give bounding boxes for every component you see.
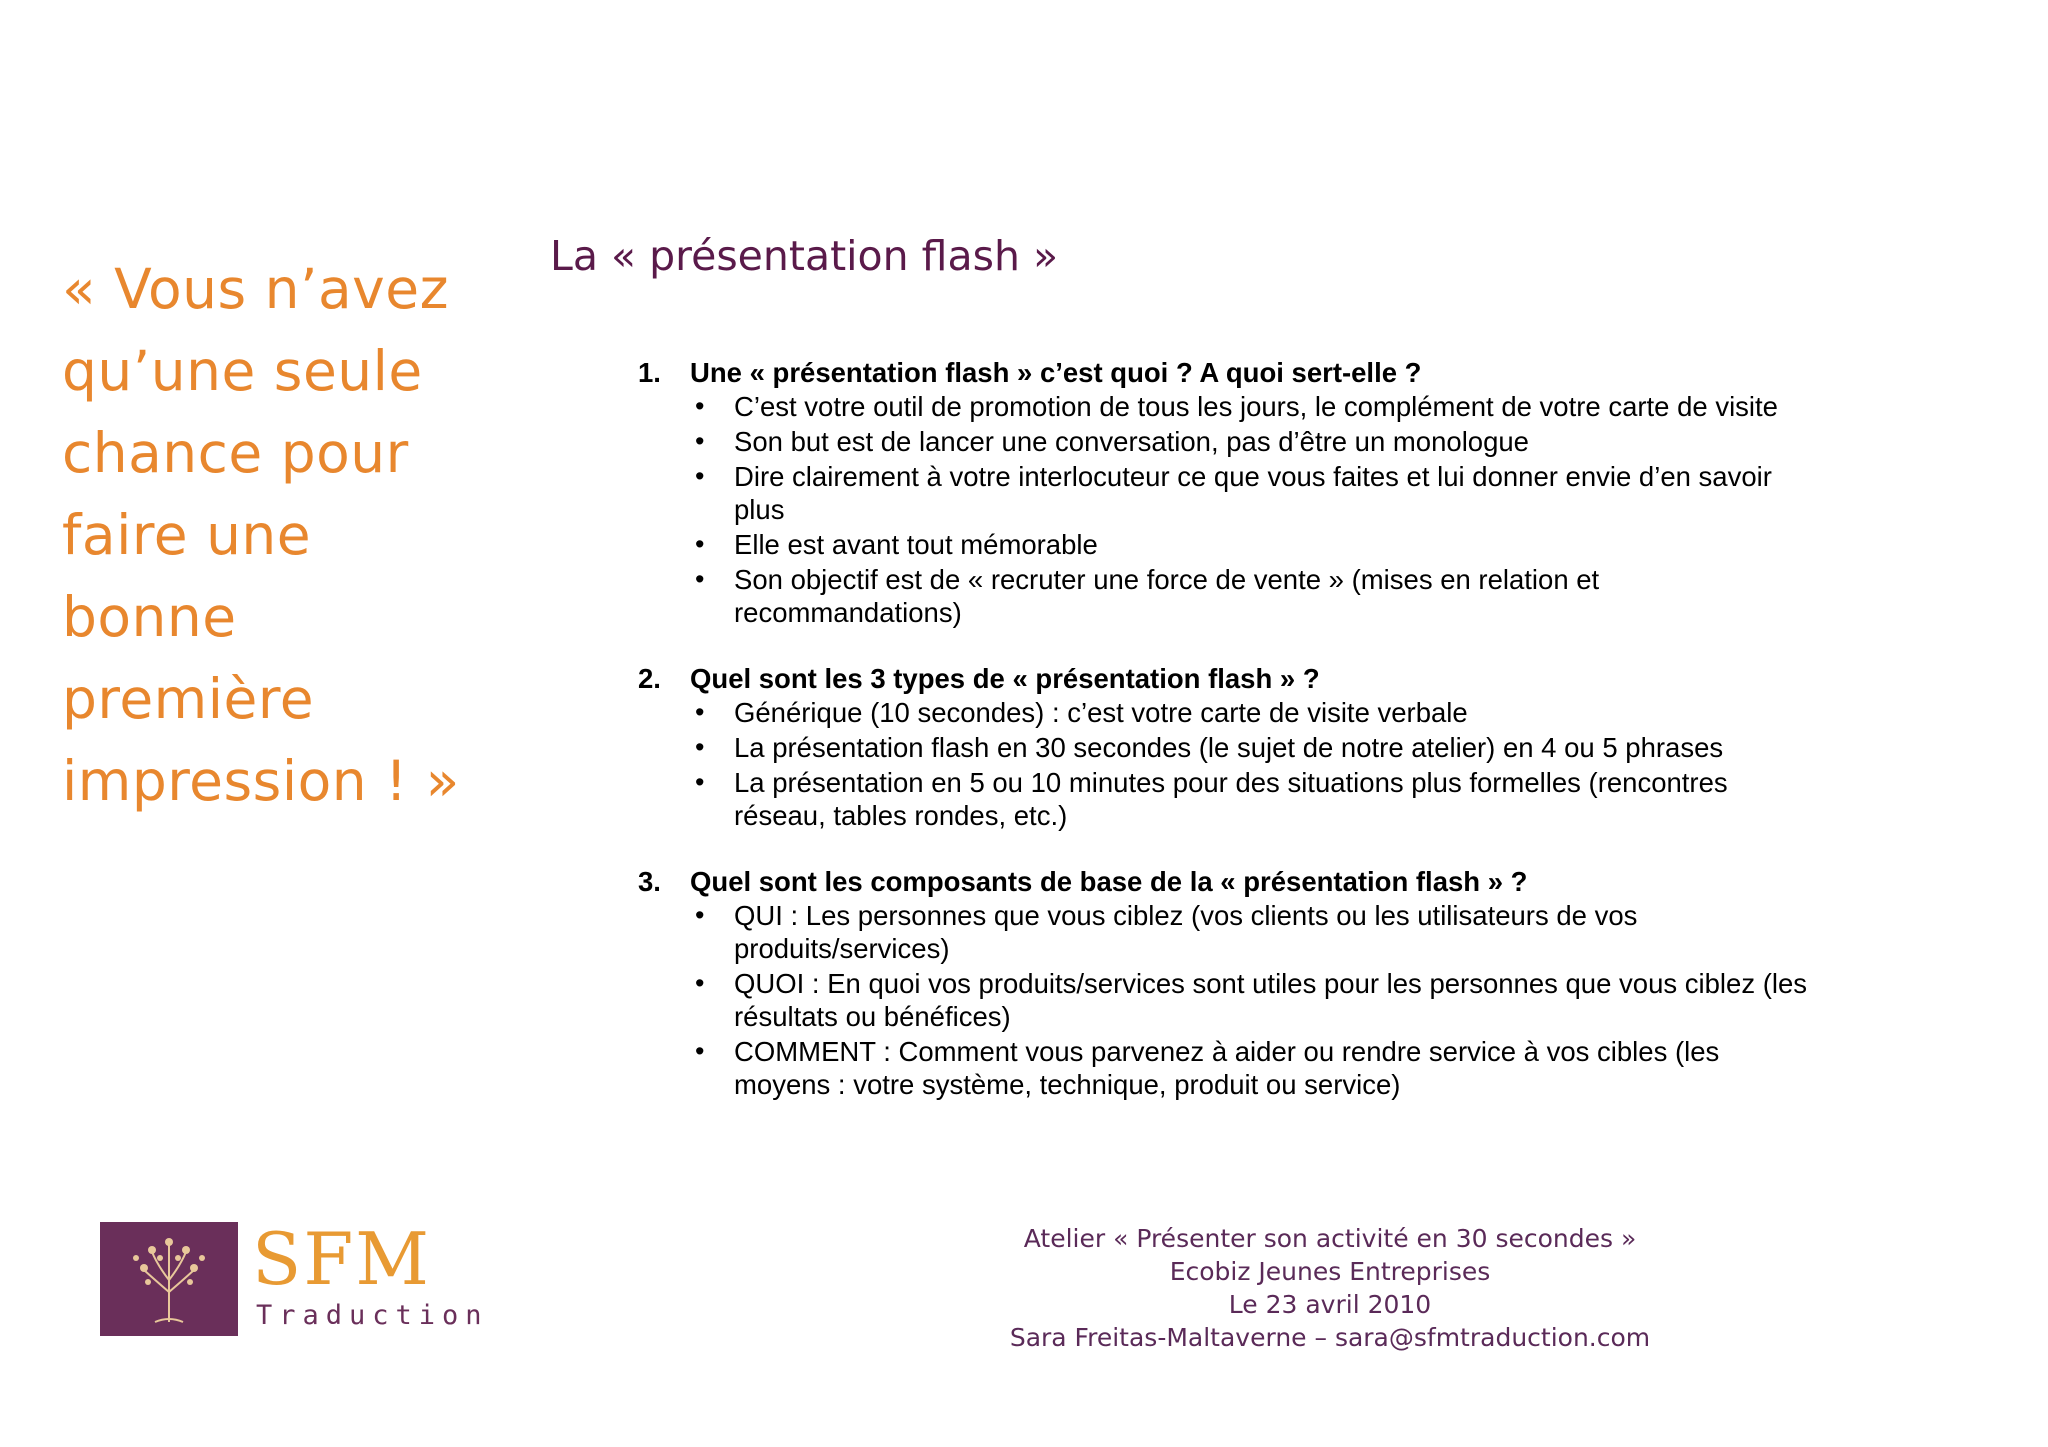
section-heading-text: Quel sont les composants de base de la « présentation flash » ?	[690, 866, 1528, 897]
bullet-icon: •	[695, 461, 705, 491]
section-heading	[638, 864, 1898, 899]
list-item	[638, 731, 1898, 764]
list-item	[638, 899, 1898, 965]
list-item	[638, 425, 1898, 458]
page-title: La « présentation flash »	[550, 232, 1059, 280]
list-item-text: Générique (10 secondes) : c’est votre carte de visite verbale	[734, 697, 1468, 728]
bullet-icon: •	[695, 767, 705, 797]
list-item-text-continued: réseau, tables rondes, etc.)	[734, 800, 1068, 831]
list-item-text: Son objectif est de « recruter une force de vente » (mises en relation et	[734, 564, 1600, 595]
quote-line: bonne	[62, 585, 237, 649]
section-number: 1.	[638, 357, 661, 388]
section-3	[638, 864, 1898, 1101]
footer	[930, 1222, 1730, 1354]
section-2	[638, 661, 1898, 832]
list-item-text-continued: résultats ou bénéfices)	[734, 1001, 1011, 1032]
section-heading-text: Quel sont les 3 types de « présentation flash » ?	[690, 663, 1320, 694]
bullet-icon: •	[695, 968, 705, 998]
bullet-icon: •	[695, 697, 705, 727]
list-item	[638, 563, 1898, 629]
footer-line: Le 23 avril 2010	[1228, 1290, 1432, 1319]
footer-line: Atelier « Présenter son activité en 30 secondes »	[1023, 1224, 1637, 1253]
bullet-icon: •	[695, 732, 705, 762]
footer-line: Sara Freitas-Maltaverne – sara@sfmtraduction.com	[1009, 1323, 1651, 1352]
list-item-text: Son but est de lancer une conversation, pas d’être un monologue	[734, 426, 1529, 457]
quote-line: première	[62, 667, 315, 731]
quote-line: faire une	[62, 503, 312, 567]
bullet-icon: •	[695, 900, 705, 930]
list-item	[638, 766, 1898, 832]
list-item-text: C’est votre outil de promotion de tous les jours, le complément de votre carte de visite	[734, 391, 1778, 422]
list-item-text-continued: produits/services)	[734, 933, 950, 964]
list-item-text: La présentation en 5 ou 10 minutes pour des situations plus formelles (rencontres	[734, 767, 1728, 798]
quote-line: chance pour	[62, 421, 409, 485]
section-number: 2.	[638, 663, 661, 694]
pull-quote	[62, 248, 482, 822]
quote-line: impression ! »	[62, 749, 460, 813]
footer-line: Ecobiz Jeunes Entreprises	[1169, 1257, 1491, 1286]
tree-icon	[100, 1222, 238, 1336]
logo	[96, 1217, 489, 1338]
list-item-text-continued: moyens : votre système, technique, produit ou service)	[734, 1069, 1401, 1100]
list-item	[638, 390, 1898, 423]
quote-line: qu’une seule	[62, 339, 423, 403]
bullet-list	[638, 390, 1898, 629]
list-item-text: Dire clairement à votre interlocuteur ce que vous faites et lui donner envie d’en savoir	[734, 461, 1772, 492]
list-item	[638, 1035, 1898, 1101]
list-item-text: QUI : Les personnes que vous ciblez (vos clients ou les utilisateurs de vos	[734, 900, 1638, 931]
bullet-list	[638, 696, 1898, 832]
list-item	[638, 967, 1898, 1033]
list-item	[638, 528, 1898, 561]
quote-line: « Vous n’avez	[62, 257, 449, 321]
bullet-icon: •	[695, 529, 705, 559]
section-1	[638, 355, 1898, 629]
section-heading	[638, 355, 1898, 390]
section-heading	[638, 661, 1898, 696]
list-item-text-continued: plus	[734, 494, 785, 525]
bullet-icon: •	[695, 564, 705, 594]
bullet-icon: •	[695, 391, 705, 421]
list-item-text: Elle est avant tout mémorable	[734, 529, 1098, 560]
list-item	[638, 696, 1898, 729]
list-item-text: QUOI : En quoi vos produits/services sont utiles pour les personnes que vous ciblez (les	[734, 968, 1808, 999]
bullet-icon: •	[695, 426, 705, 456]
list-item	[638, 460, 1898, 526]
main-content	[638, 355, 1898, 1133]
logo-emblem	[100, 1222, 238, 1336]
logo-subtitle: Traduction	[256, 1300, 489, 1331]
logo-name: SFM	[252, 1217, 432, 1301]
section-heading-text: Une « présentation flash » c’est quoi ? A quoi sert-elle ?	[690, 357, 1422, 388]
list-item-text: La présentation flash en 30 secondes (le sujet de notre atelier) en 4 ou 5 phrases	[734, 732, 1724, 763]
list-item-text: COMMENT : Comment vous parvenez à aider ou rendre service à vos cibles (les	[734, 1036, 1720, 1067]
bullet-icon: •	[695, 1036, 705, 1066]
list-item-text-continued: recommandations)	[734, 597, 962, 628]
section-number: 3.	[638, 866, 661, 897]
bullet-list	[638, 899, 1898, 1101]
